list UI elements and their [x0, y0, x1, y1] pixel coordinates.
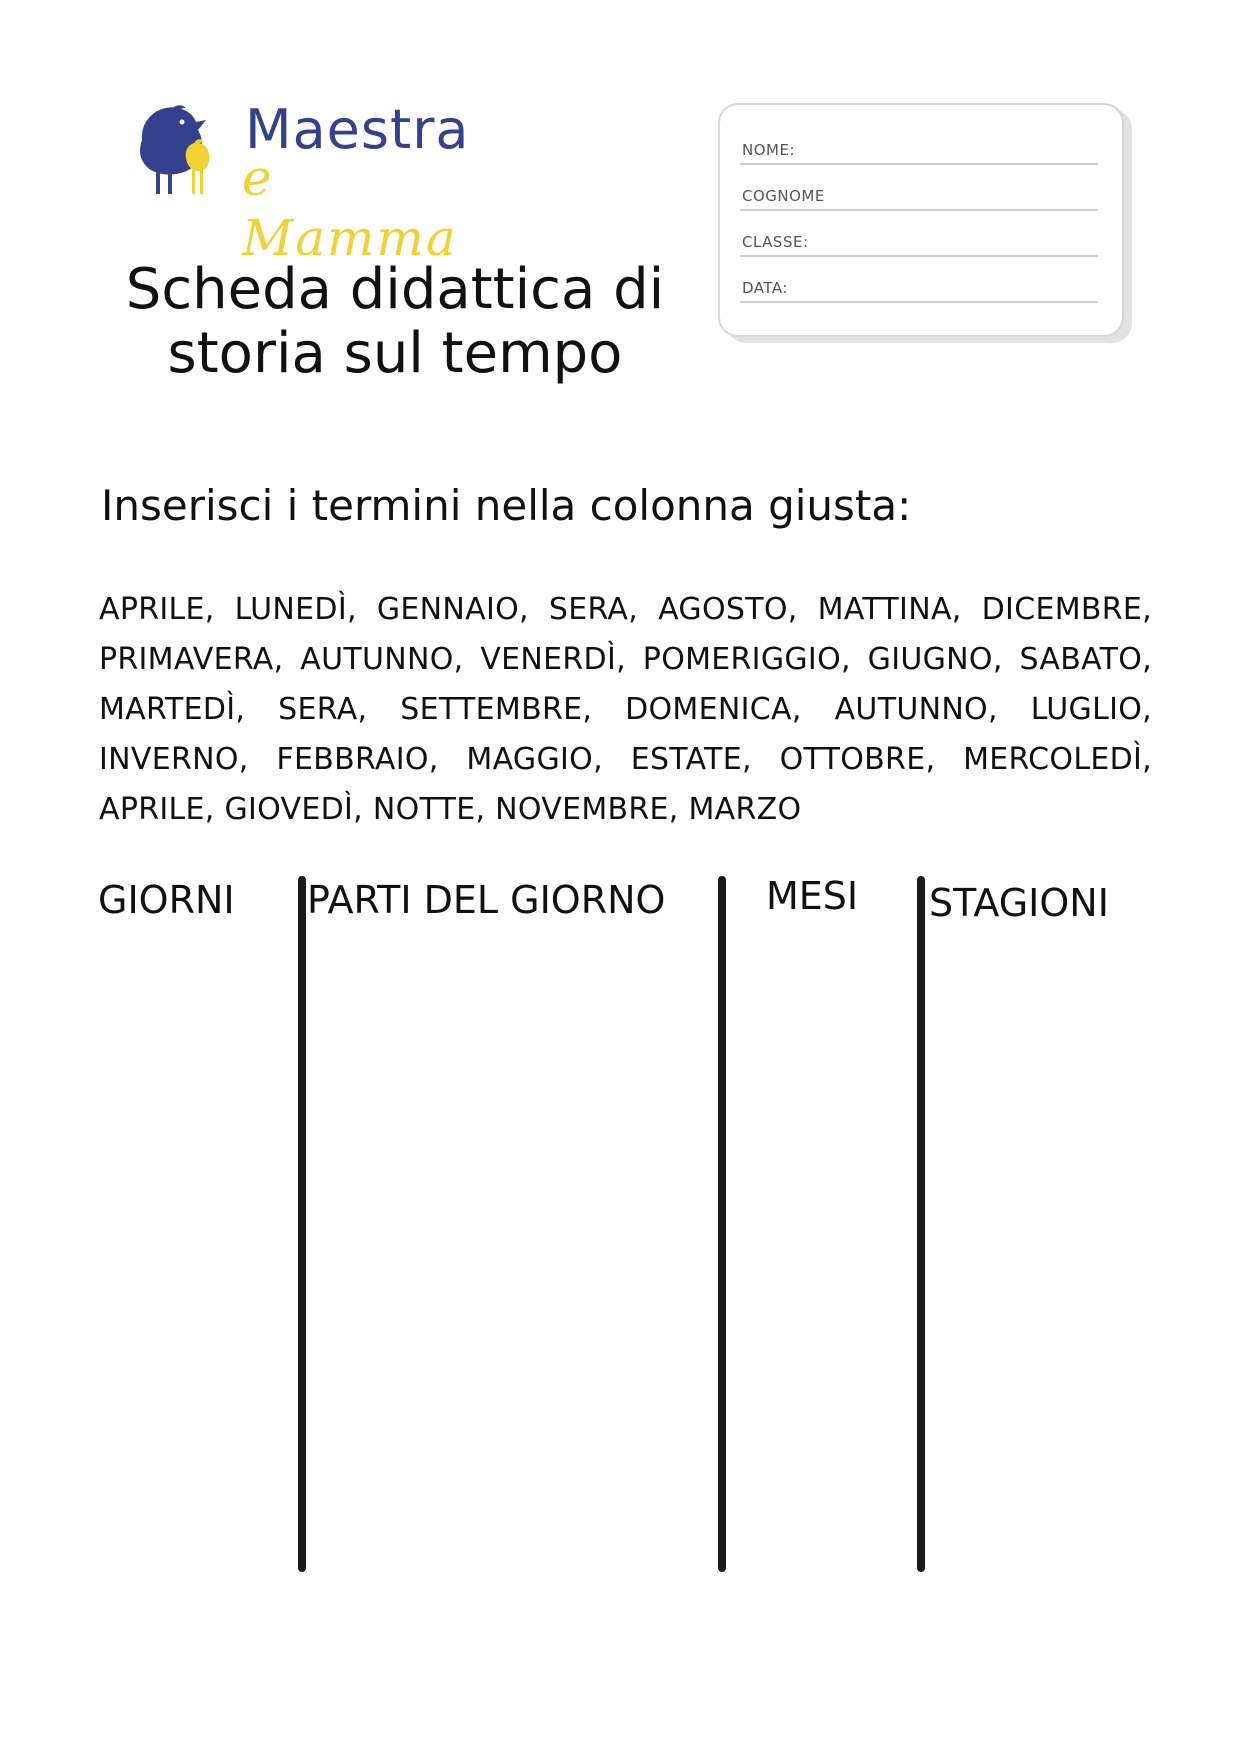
title-line-1: Scheda didattica di: [125, 257, 665, 322]
column-header-mesi: MESI: [766, 874, 859, 918]
maestra-e-mamma-logo: [130, 98, 490, 267]
surname-label: COGNOME: [742, 187, 825, 205]
name-field[interactable]: [740, 117, 1098, 165]
word-list: APRILE, LUNEDÌ, GENNAIO, SERA, AGOSTO, MATTINA, DICEMBRE, PRIMAVERA, AUTUNNO, VENERDÌ, POMERIGGIO, GIUGNO, SABATO, MARTEDÌ, SERA, SETTEMBRE, DOMENICA, AUTUNNO, LUGLIO, INVERNO, FEBBRAIO, MAGGIO, ESTATE, OTTOBRE, MERCOLEDÌ, APRILE, GIOVEDÌ, NOTTE, NOVEMBRE, MARZO: [99, 592, 1152, 827]
date-label: DATA:: [742, 279, 788, 297]
column-divider: [917, 876, 925, 1572]
surname-field[interactable]: [740, 163, 1098, 211]
student-info-box: [718, 103, 1124, 337]
instruction-text: Inserisci i termini nella colonna giusta:: [101, 481, 912, 530]
name-label: NOME:: [742, 141, 796, 159]
column-header-stagioni: STAGIONI: [929, 881, 1109, 925]
column-divider: [298, 876, 306, 1572]
title-line-2: storia sul tempo: [167, 321, 623, 386]
column-header-parti-del-giorno: PARTI DEL GIORNO: [307, 878, 666, 922]
date-field[interactable]: [740, 255, 1098, 303]
worksheet-title: [100, 258, 690, 386]
bird-logo-icon: [130, 100, 240, 200]
column-divider: [718, 876, 726, 1572]
class-field[interactable]: [740, 209, 1098, 257]
logo-subtitle: e Mamma: [242, 149, 458, 267]
logo-wordmark: Maestra: [245, 98, 470, 161]
column-header-giorni: GIORNI: [98, 878, 235, 922]
class-label: CLASSE:: [742, 233, 809, 251]
